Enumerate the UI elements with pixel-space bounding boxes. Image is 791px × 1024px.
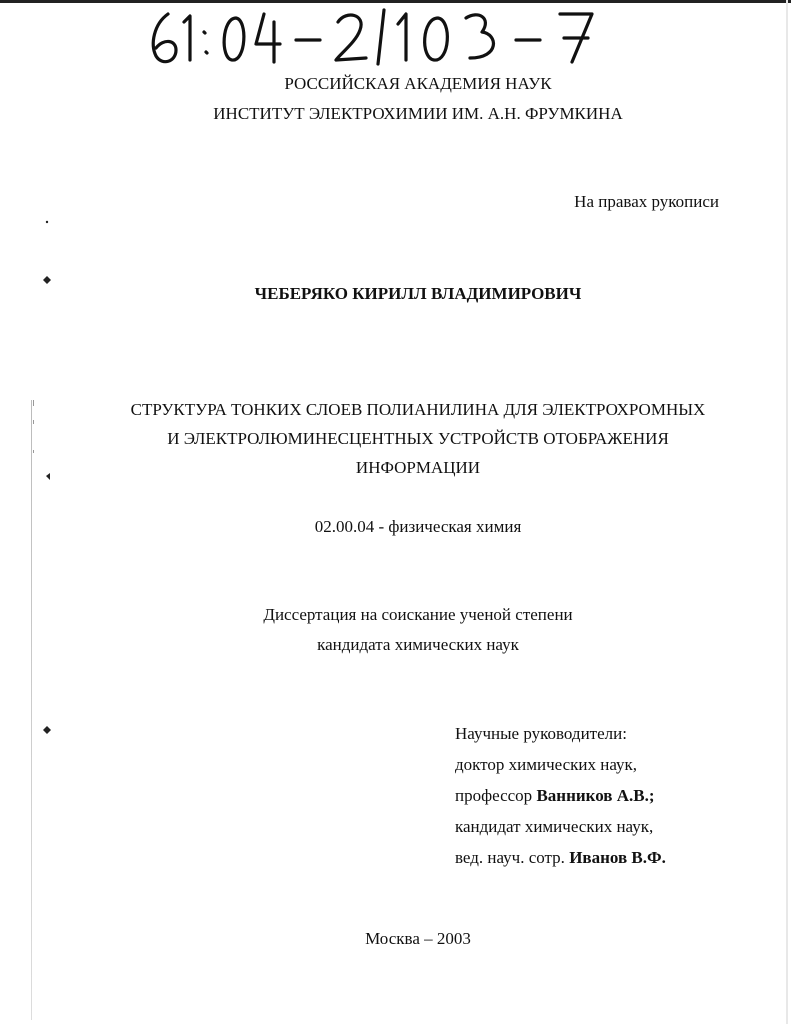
degree-line-1: Диссертация на соискание ученой степени xyxy=(263,605,573,624)
advisor2-title: вед. науч. сотр. xyxy=(455,848,565,867)
dissertation-title xyxy=(0,395,791,482)
handwritten-catalog-code xyxy=(140,0,610,70)
advisor2-degree: кандидат химических наук, xyxy=(455,817,654,836)
advisors-heading: Научные руководители: xyxy=(455,724,627,743)
degree-line-2: кандидата химических наук xyxy=(317,635,519,654)
specialty-code: 02.00.04 - физическая химия xyxy=(314,517,522,536)
scientific-advisors xyxy=(455,718,666,873)
title-line-1: СТРУКТУРА ТОНКИХ СЛОЕВ ПОЛИАНИЛИНА ДЛЯ ЭЛЕКТРОХРОМНЫХ xyxy=(130,400,706,419)
title-line-3: ИНФОРМАЦИИ xyxy=(355,458,481,477)
author-name: ЧЕБЕРЯКО КИРИЛЛ ВЛАДИМИРОВИЧ xyxy=(254,284,582,303)
advisor1-title: профессор xyxy=(455,786,533,805)
advisor1-name: Ванников А.В.; xyxy=(536,786,655,805)
organization-block xyxy=(0,69,791,129)
advisor2-name: Иванов В.Ф. xyxy=(569,848,666,867)
manuscript-rights-note: На правах рукописи xyxy=(574,192,719,211)
org-line-institute: ИНСТИТУТ ЭЛЕКТРОХИМИИ ИМ. А.Н. ФРУМКИНА xyxy=(213,104,623,123)
advisor2-line xyxy=(455,842,666,873)
city-year: Москва – 2003 xyxy=(365,929,471,948)
handwritten-code-drawing xyxy=(140,0,610,70)
org-line-academy: РОССИЙСКАЯ АКАДЕМИЯ НАУК xyxy=(284,74,552,93)
advisor1-degree: доктор химических наук, xyxy=(455,755,638,774)
advisor1-line xyxy=(455,780,666,811)
degree-statement xyxy=(0,600,791,660)
scan-margin-marks xyxy=(28,200,58,1000)
title-line-2: И ЭЛЕКТРОЛЮМИНЕСЦЕНТНЫХ УСТРОЙСТВ ОТОБРАЖЕНИЯ xyxy=(167,429,669,448)
